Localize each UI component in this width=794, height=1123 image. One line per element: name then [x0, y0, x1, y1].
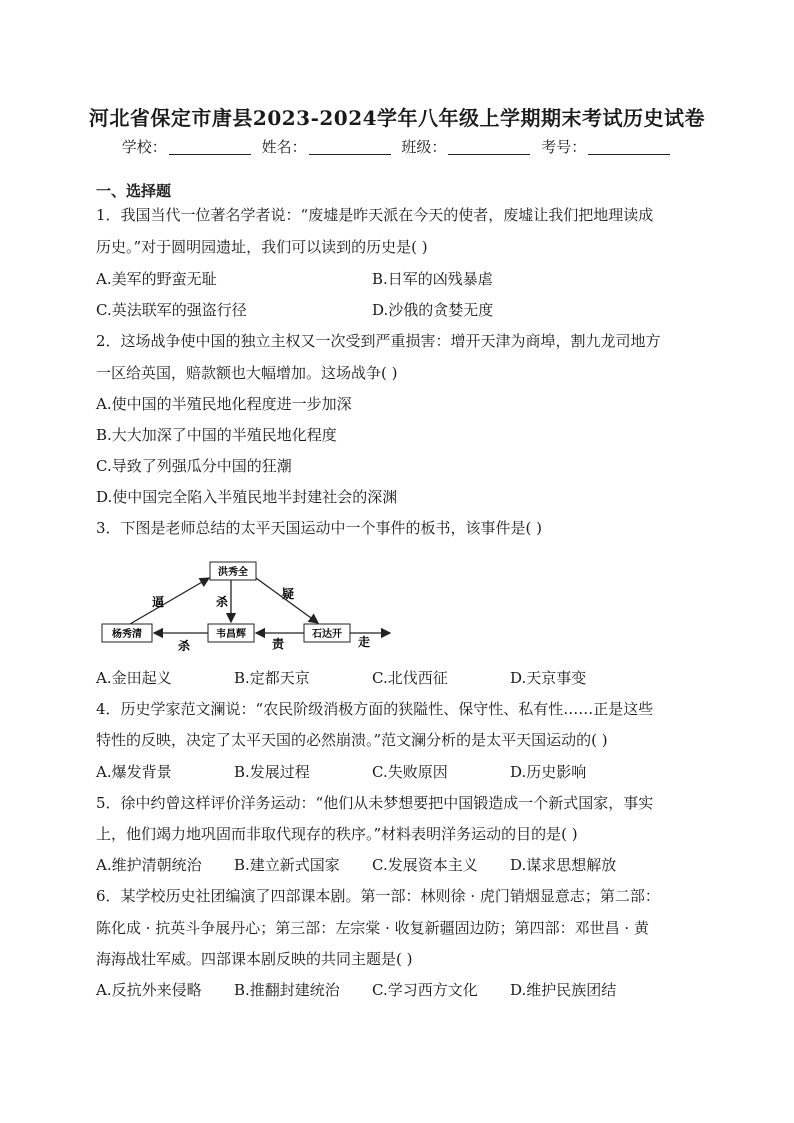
question-4-line-1: 4．历史学家范文澜说：“农民阶级消极方面的狭隘性、保守性、私有性……正是这些	[96, 700, 654, 718]
question-6-option-b[interactable]: B.推翻封建统治	[234, 981, 340, 999]
name-blank[interactable]	[309, 140, 391, 155]
question-5-option-a[interactable]: A.维护清朝统治	[96, 856, 202, 874]
question-1-option-c[interactable]: C.英法联军的强盗行径	[96, 301, 247, 319]
question-4-option-d[interactable]: D.历史影响	[510, 763, 587, 781]
class-label: 班级：	[401, 138, 447, 156]
question-1-line-1: 1．我国当代一位著名学者说：“废墟是昨天派在今天的使者，废墟让我们把地理读成	[96, 206, 654, 224]
section-heading: 一、选择题	[96, 182, 172, 200]
question-6-line-1: 6．某学校历史社团编演了四部课本剧。第一部：林则徐 · 虎门销烟显意志；第二部：	[96, 887, 660, 905]
question-6-line-3: 海海战壮军威。四部课本剧反映的共同主题是( )	[96, 950, 413, 968]
question-5-line-1: 5．徐中约曾这样评价洋务运动：“他们从未梦想要把中国锻造成一个新式国家，事实	[96, 794, 654, 812]
question-6-option-c[interactable]: C.学习西方文化	[372, 981, 478, 999]
question-3-option-a[interactable]: A.金田起义	[96, 669, 172, 687]
school-blank[interactable]	[169, 140, 251, 155]
question-5-option-d[interactable]: D.谋求思想解放	[510, 856, 617, 874]
question-2-option-b[interactable]: B.大大加深了中国的半殖民地化程度	[96, 426, 337, 444]
edge-label-zou: 走	[358, 635, 371, 649]
edge-label-sha-2: 杀	[178, 639, 191, 653]
question-6-option-d[interactable]: D.维护民族团结	[510, 981, 617, 999]
question-2-option-c[interactable]: C.导致了列强瓜分中国的狂潮	[96, 457, 292, 475]
question-1-option-a[interactable]: A.美军的野蛮无耻	[96, 270, 217, 288]
node-wei: 韦昌辉	[216, 629, 246, 640]
node-hong: 洪秀全	[218, 567, 248, 578]
exam-title: 河北省保定市唐县2023-2024学年八年级上学期期末考试历史试卷	[88, 106, 706, 130]
edge-label-bi: 逼	[152, 595, 165, 609]
question-5-line-2: 上，他们竭力地巩固而非取代现存的秩序。”材料表明洋务运动的目的是( )	[96, 825, 578, 843]
node-yang: 杨秀清	[112, 629, 142, 640]
question-2-line-2: 一区给英国，赔款额也大幅增加。这场战争( )	[96, 364, 398, 382]
school-label: 学校：	[121, 138, 167, 156]
edge-label-sha-1: 杀	[216, 595, 229, 609]
question-5-option-c[interactable]: C.发展资本主义	[372, 856, 478, 874]
question-3-option-c[interactable]: C.北伐西征	[372, 669, 448, 687]
question-2-option-d[interactable]: D.使中国完全陷入半殖民地半封建社会的深渊	[96, 488, 398, 506]
question-4-option-c[interactable]: C.失败原因	[372, 763, 448, 781]
question-3-option-d[interactable]: D.天京事变	[510, 669, 587, 687]
name-label: 姓名：	[261, 138, 307, 156]
student-info-row	[0, 136, 794, 157]
question-4-option-b[interactable]: B.发展过程	[234, 763, 310, 781]
edge-label-yi: 疑	[282, 587, 295, 601]
number-label: 考号：	[541, 138, 587, 156]
question-1-option-b[interactable]: B.日军的凶残暴虐	[372, 270, 493, 288]
question-1-line-2: 历史。”对于圆明园遗址，我们可以读到的历史是( )	[96, 238, 428, 256]
question-1-option-d[interactable]: D.沙俄的贪婪无度	[372, 301, 494, 319]
edge-label-ze: 责	[272, 637, 285, 651]
question-5-option-b[interactable]: B.建立新式国家	[234, 856, 340, 874]
question-2-line-1: 2．这场战争使中国的独立主权又一次受到严重损害：增开天津为商埠，割九龙司地方	[96, 332, 661, 350]
question-2-option-a[interactable]: A.使中国的半殖民地化程度进一步加深	[96, 395, 352, 413]
question-6-line-2: 陈化成 · 抗英斗争展丹心；第三部：左宗棠 · 收复新疆固边防；第四部：邓世昌 · 黄	[96, 919, 649, 937]
class-blank[interactable]	[448, 140, 530, 155]
node-shi: 石达开	[312, 629, 342, 640]
question-3-option-b[interactable]: B.定都天京	[234, 669, 310, 687]
question-4-option-a[interactable]: A.爆发背景	[96, 763, 172, 781]
number-blank[interactable]	[588, 140, 670, 155]
question-3-line-1: 3．下图是老师总结的太平天国运动中一个事件的板书，该事件是( )	[96, 519, 543, 537]
question-6-option-a[interactable]: A.反抗外来侵略	[96, 981, 202, 999]
arrow-yang-to-hong	[130, 578, 209, 624]
question-4-line-2: 特性的反映，决定了太平天国的必然崩溃。”范文澜分析的是太平天国运动的( )	[96, 731, 608, 749]
taiping-event-diagram	[96, 556, 406, 656]
